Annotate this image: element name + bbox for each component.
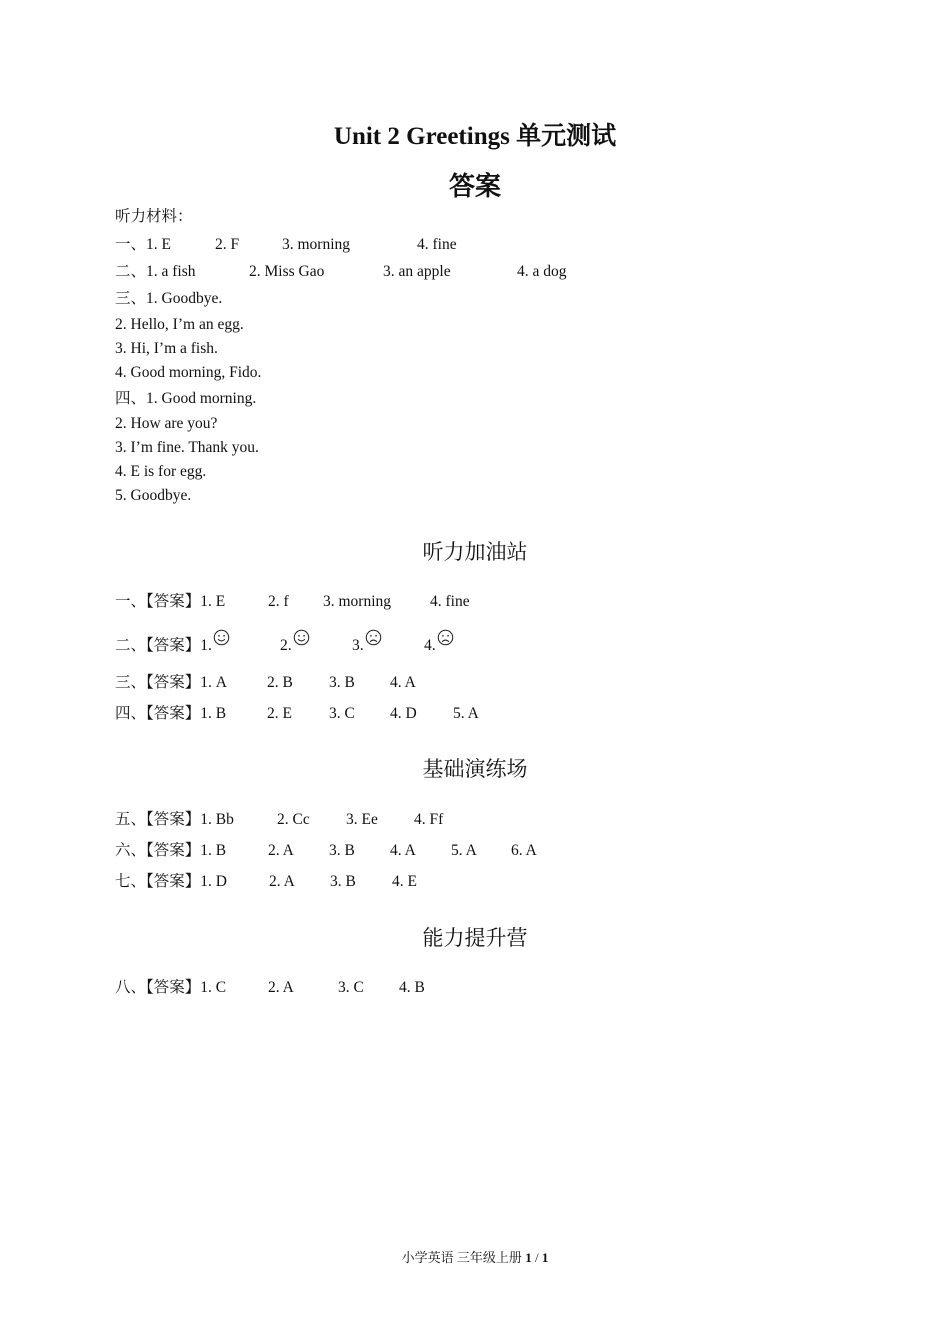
page-title: Unit 2 Greetings 单元测试 — [333, 123, 617, 150]
answer-row-5-item-4: 4. Ff — [414, 811, 444, 828]
answer-row-4-label: 四、【答案】1. B — [115, 705, 227, 722]
answer-heading: 答案 — [448, 172, 501, 201]
answer-row-8-item-2: 2. A — [268, 979, 294, 996]
answer-row-6-item-4: 4. A — [390, 842, 416, 859]
answer-row-7-item-2: 2. A — [269, 873, 295, 890]
section-title-advanced: 能力提升营 — [422, 926, 528, 950]
section-title-listening: 听力加油站 — [422, 540, 528, 564]
answer-row-2-label-text: 二、【答案】1. — [115, 637, 212, 654]
material-row-2-item-3: 3. an apple — [383, 263, 451, 280]
answer-row-4-item-3: 3. C — [329, 705, 355, 722]
answer-row-6-item-3: 3. B — [329, 842, 355, 859]
answer-row-1-label: 一、【答案】1. E — [115, 593, 226, 610]
frown-icon — [437, 629, 454, 646]
answer-row-6-item-2: 2. A — [268, 842, 294, 859]
answer-row-2-item-3-text: 3. — [352, 637, 364, 654]
answer-row-7-item-3: 3. B — [330, 873, 356, 890]
material-row-1-item-4: 4. fine — [417, 236, 457, 253]
answer-row-1-item-4: 4. fine — [430, 593, 470, 610]
material-row-4-line-1: 四、1. Good morning. — [115, 390, 257, 407]
material-row-1-item-2: 2. F — [215, 236, 240, 253]
material-row-1-label: 一、1. E — [115, 236, 171, 253]
footer-text: 小学英语 三年级上册 — [401, 1250, 522, 1265]
section-title-basics: 基础演练场 — [422, 757, 528, 781]
answer-row-1-item-3: 3. morning — [323, 593, 392, 610]
answer-row-3-item-2: 2. B — [267, 674, 293, 691]
answer-row-3-item-4: 4. A — [390, 674, 416, 691]
smile-icon — [213, 629, 230, 646]
answer-row-6-item-6: 6. A — [511, 842, 537, 859]
answer-row-2-label — [115, 635, 230, 656]
answer-row-8-item-4: 4. B — [399, 979, 425, 996]
material-row-3-line-1: 三、1. Goodbye. — [115, 290, 223, 307]
material-row-4-line-3: 3. I’m fine. Thank you. — [115, 439, 259, 456]
material-row-2-item-4: 4. a dog — [517, 263, 567, 280]
answer-row-4-item-4: 4. D — [390, 705, 417, 722]
answer-row-5-label: 五、【答案】1. Bb — [115, 811, 234, 828]
answer-row-8-item-3: 3. C — [338, 979, 364, 996]
answer-row-7-item-4: 4. E — [392, 873, 417, 890]
smile-icon — [293, 629, 310, 646]
material-row-2-label: 二、1. a fish — [115, 263, 196, 280]
answer-row-5-item-3: 3. Ee — [346, 811, 378, 828]
footer-separator: / — [534, 1250, 539, 1265]
material-row-3-line-3: 3. Hi, I’m a fish. — [115, 340, 218, 357]
frown-icon — [365, 629, 382, 646]
footer-page-number: 1 — [525, 1250, 532, 1265]
listening-material-heading: 听力材料： — [115, 208, 193, 225]
answer-row-8-label: 八、【答案】1. C — [115, 979, 227, 996]
answer-row-2-item-2 — [280, 635, 310, 656]
answer-row-2-item-4-text: 4. — [424, 637, 436, 654]
material-row-4-line-2: 2. How are you? — [115, 415, 218, 432]
material-row-2-item-2: 2. Miss Gao — [249, 263, 325, 280]
answer-row-2-item-3 — [352, 635, 382, 656]
answer-row-2-item-2-text: 2. — [280, 637, 292, 654]
answer-row-2-item-4 — [424, 635, 454, 656]
footer-page-total: 1 — [541, 1250, 549, 1265]
material-row-1-item-3: 3. morning — [282, 236, 351, 253]
answer-row-4-item-2: 2. E — [267, 705, 292, 722]
answer-row-6-item-5: 5. A — [451, 842, 477, 859]
material-row-3-line-4: 4. Good morning, Fido. — [115, 364, 262, 381]
answer-row-3-item-3: 3. B — [329, 674, 355, 691]
answer-row-6-label: 六、【答案】1. B — [115, 842, 227, 859]
answer-row-5-item-2: 2. Cc — [277, 811, 310, 828]
answer-row-1-item-2: 2. f — [268, 593, 289, 610]
material-row-4-line-4: 4. E is for egg. — [115, 463, 207, 480]
answer-row-7-label: 七、【答案】1. D — [115, 873, 227, 890]
answer-row-3-label: 三、【答案】1. A — [115, 674, 227, 691]
page-footer — [0, 1247, 950, 1266]
material-row-3-line-2: 2. Hello, I’m an egg. — [115, 316, 244, 333]
answer-row-4-item-5: 5. A — [453, 705, 479, 722]
material-row-4-line-5: 5. Goodbye. — [115, 487, 192, 504]
